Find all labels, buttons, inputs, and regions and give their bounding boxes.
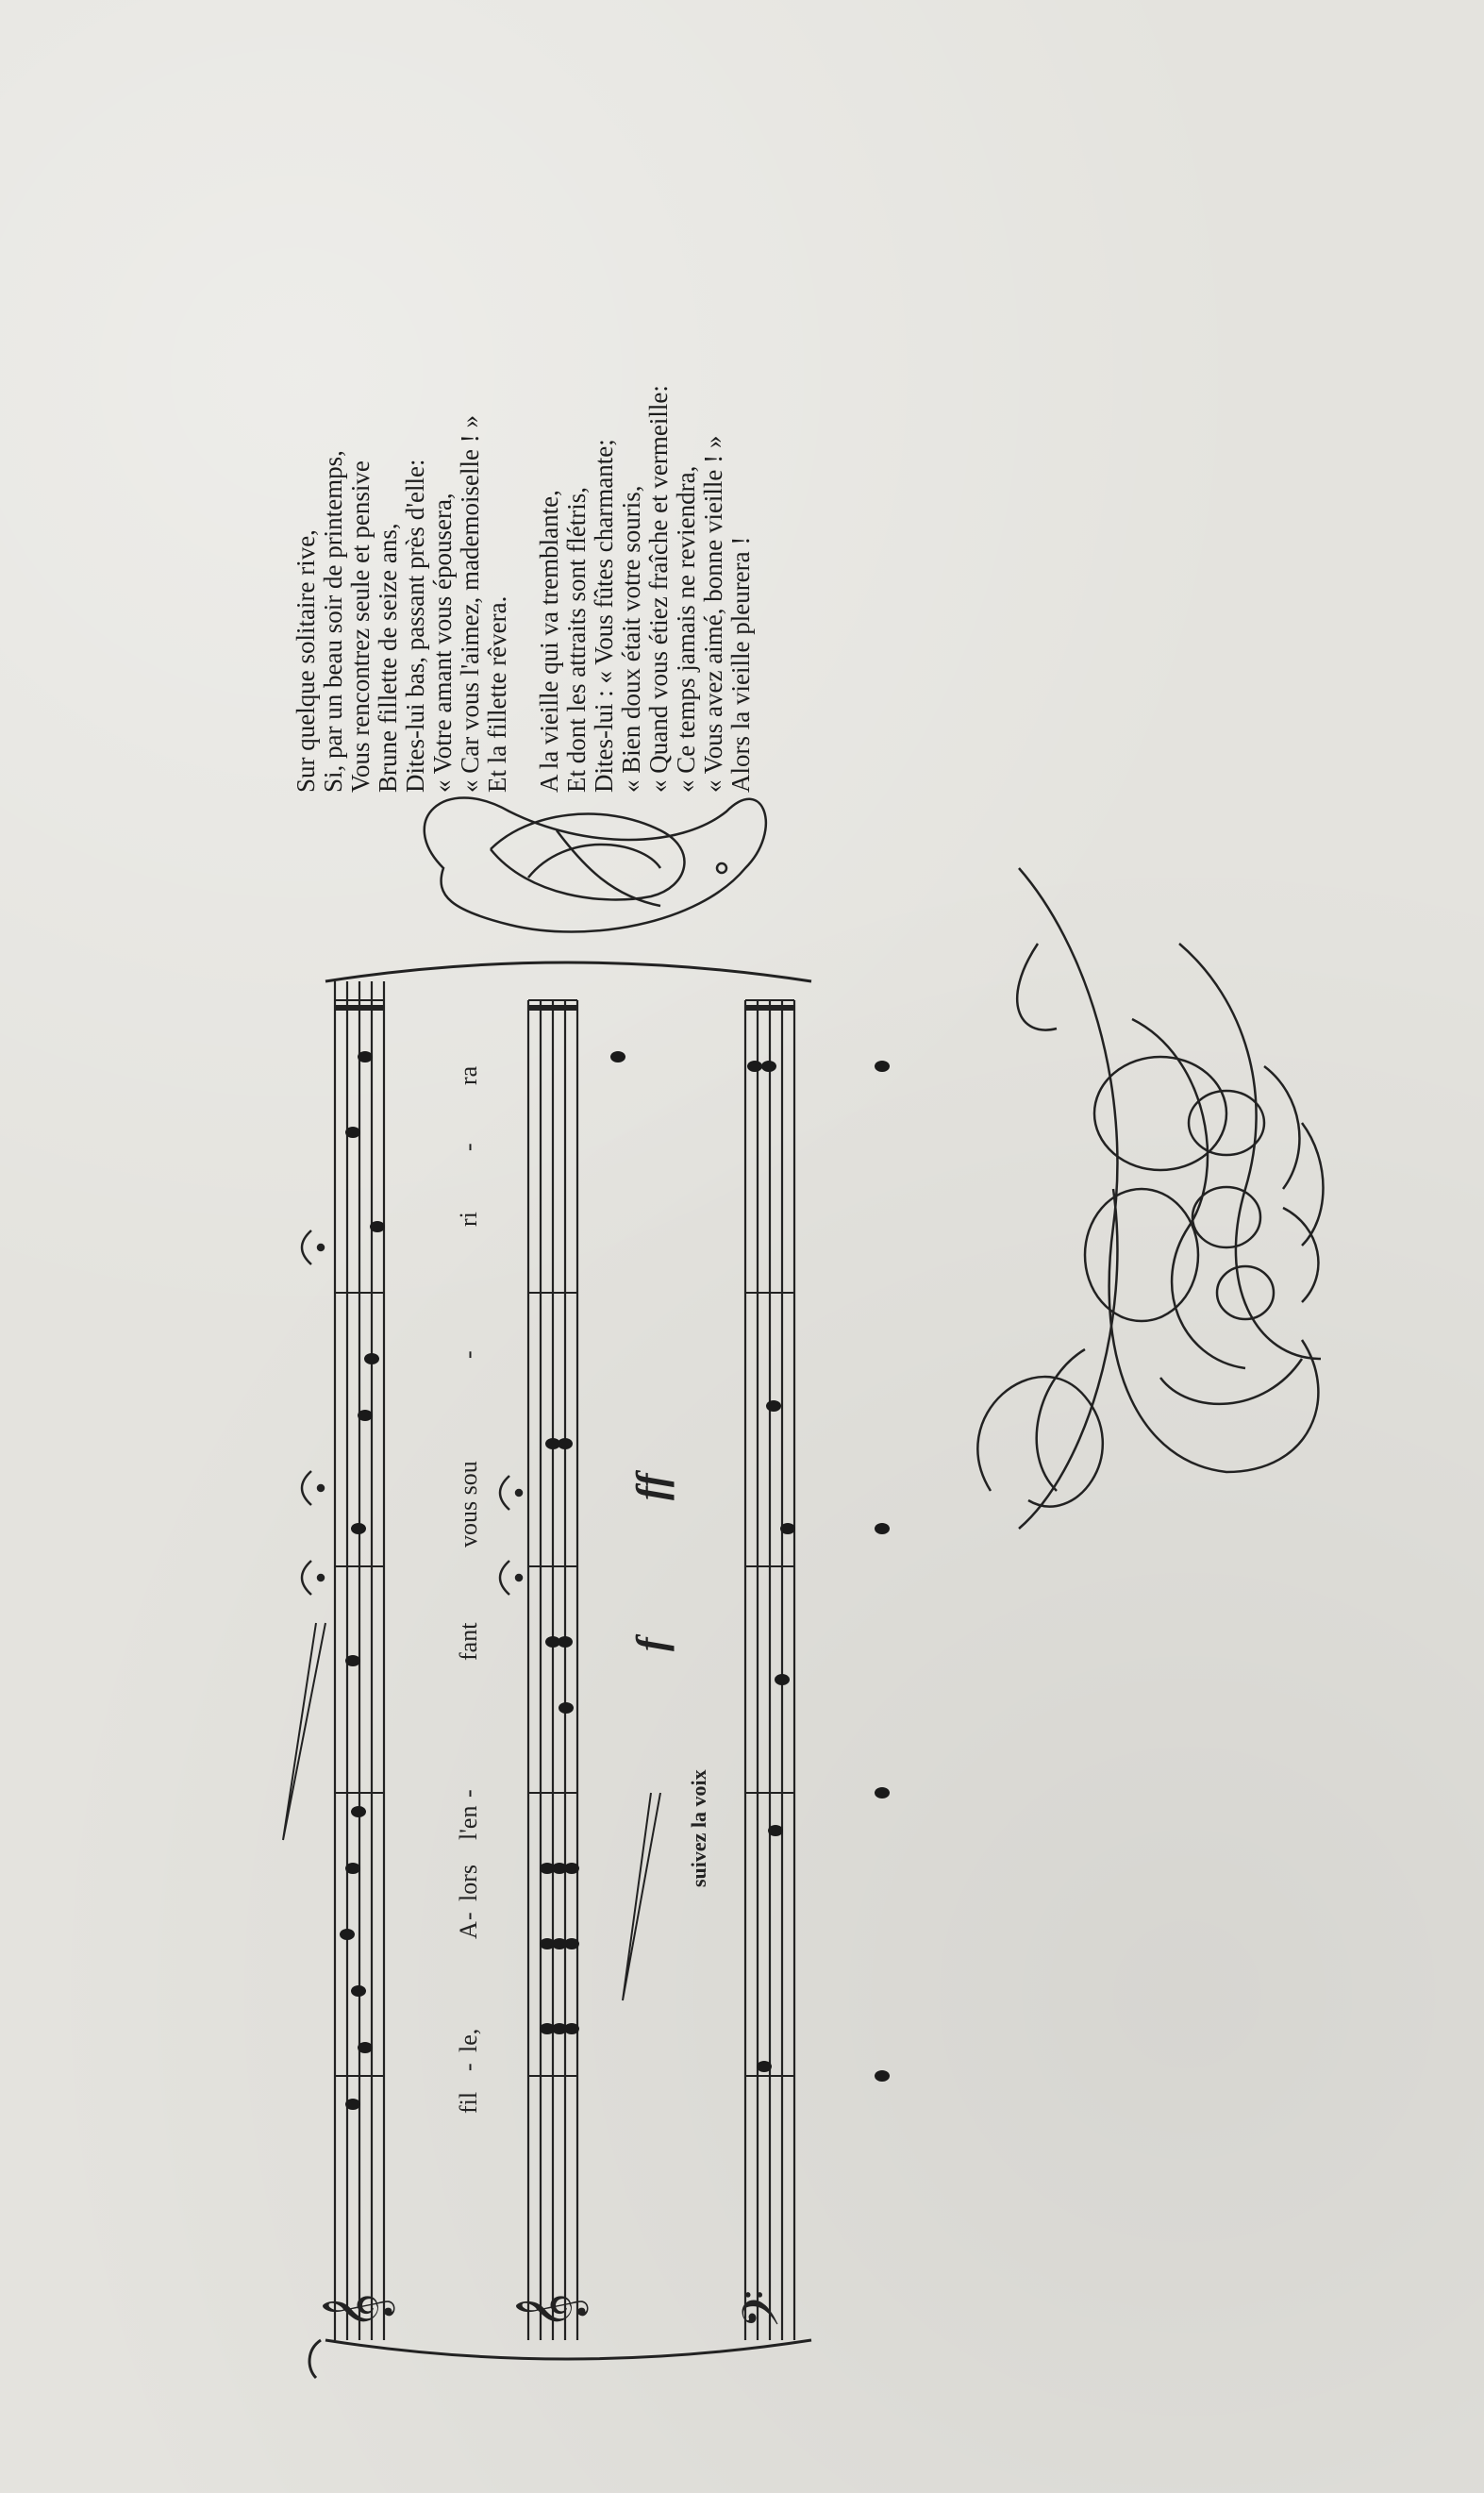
lyric-syllable: A [455, 1921, 482, 1939]
lyrics [455, 1065, 482, 2114]
lyric-syllable: - [455, 1350, 482, 1359]
poem-line: Et la fillette rêvera. [483, 595, 511, 793]
poem-line: « Bien doux était votre souris, [617, 485, 645, 793]
staff-treble [528, 1000, 577, 2340]
lyric-syllable: - [455, 1143, 482, 1151]
piano-brace-top [325, 962, 811, 981]
lyric-syllable: fil [455, 2091, 482, 2114]
poem-line: Sur quelque solitaire rive, [292, 529, 320, 793]
lyric-syllable: - [455, 2063, 482, 2071]
bass-clef-icon: 𝄢 [734, 2289, 801, 2329]
lyric-syllable: l'en [455, 1805, 482, 1840]
poem-line: Et dont les attraits sont flétris, [562, 487, 591, 793]
poem-line: Si, par un beau soir de printemps, [319, 450, 347, 793]
staff-bass [745, 1000, 794, 2340]
lyric-syllable: ra [455, 1065, 482, 1085]
piano-brace [325, 2340, 811, 2359]
treble-clef-icon: 𝄞 [517, 2293, 584, 2329]
calligraphic-flourish-icon [977, 868, 1323, 1529]
crescendo-hairpin [283, 1623, 325, 1840]
poem-line: « Quand vous étiez fraîche et vermeille: [644, 385, 673, 793]
clefs [324, 2290, 801, 2329]
poem-line: Dites-lui bas, passant près d'elle: [401, 459, 429, 793]
poem-line: « Ce temps jamais ne reviendra, [672, 465, 700, 793]
noteheads [340, 1051, 890, 2110]
lyric-syllable: vous sou [455, 1461, 482, 1548]
forte-mark: f [628, 1637, 675, 1651]
poem-line: « Car vous l'aimez, mademoiselle ! » [456, 414, 484, 793]
fortissimo-mark: ff [628, 1473, 675, 1500]
poem-line: Dites-lui : « Vous fûtes charmante; [590, 439, 618, 793]
lyric-syllable: lors [455, 1865, 482, 1901]
dynamics [628, 1469, 675, 1651]
poem-line: Alors la vieille pleurera ! [726, 536, 755, 793]
staff-system [309, 962, 811, 2378]
poem-line: « Vous avez aimé, bonne vieille ! » [699, 435, 727, 793]
lyric-syllable: fant [455, 1622, 482, 1661]
lyric-syllable: - [455, 1789, 482, 1798]
poem-line: Brune fillette de seize ans, [374, 523, 402, 793]
lyric-syllable: ri [455, 1212, 482, 1227]
treble-clef-icon: 𝄞 [324, 2293, 391, 2329]
performance-direction: suivez la voix [687, 1769, 710, 1887]
poem-line: A la vieille qui va tremblante, [535, 490, 563, 793]
small-ornament-icon [425, 797, 766, 931]
crescendo-hairpin [623, 1793, 660, 2000]
system-brace [309, 2340, 321, 2378]
lyric-syllable: - [455, 1912, 482, 1920]
poem-line: « Votre amant vous épousera, [428, 493, 457, 793]
poem-line: Vous rencontrez seule et pensive [346, 460, 375, 793]
lyric-syllable: le, [455, 2028, 482, 2052]
